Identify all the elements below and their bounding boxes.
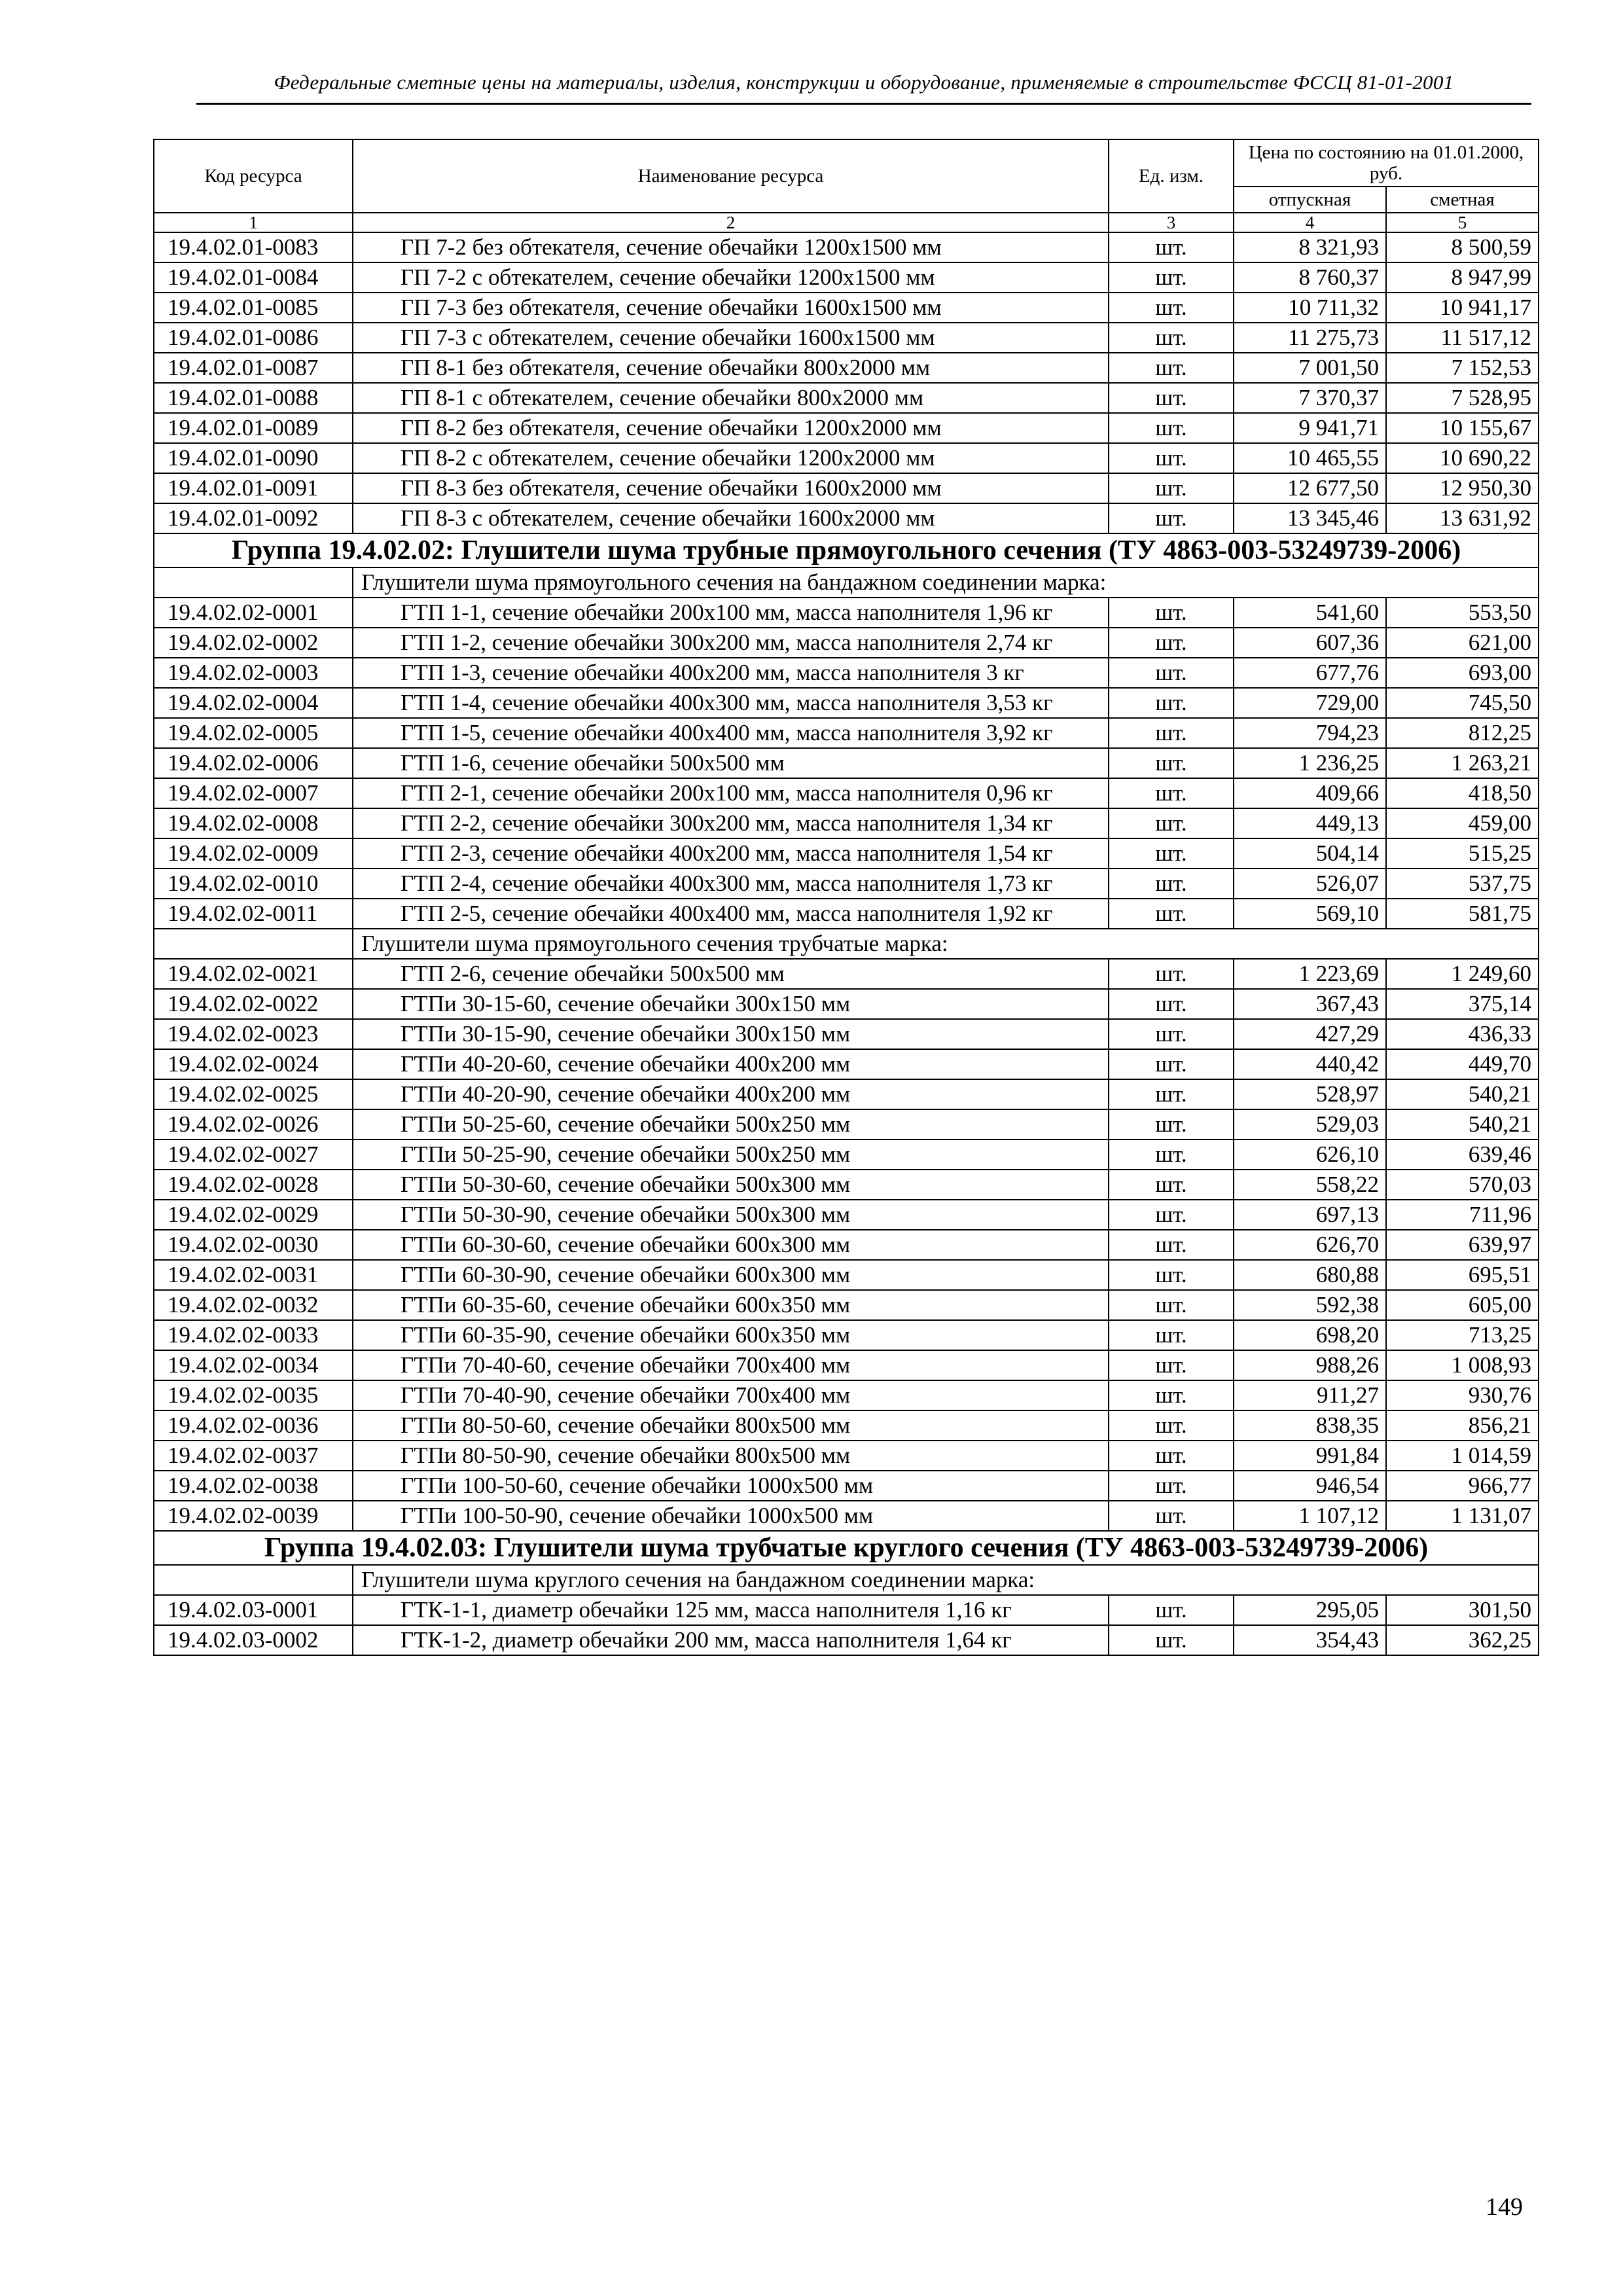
unit-cell: шт. [1109, 1441, 1234, 1471]
unit-cell: шт. [1109, 323, 1234, 353]
resource-code: 19.4.02.02-0001 [154, 598, 353, 628]
header-price-group: Цена по состоянию на 01.01.2000, руб. [1234, 139, 1539, 187]
resource-name: ГТП 1-4, сечение обечайки 400х300 мм, масса наполнителя 3,53 кг [353, 688, 1109, 718]
resource-name: ГТП 2-6, сечение обечайки 500х500 мм [353, 959, 1109, 989]
group-heading-row [154, 1531, 1539, 1565]
resource-name: ГТПи 60-35-90, сечение обечайки 600х350 мм [353, 1320, 1109, 1350]
resource-name: ГТП 1-3, сечение обечайки 400х200 мм, масса наполнителя 3 кг [353, 658, 1109, 688]
unit-cell: шт. [1109, 1170, 1234, 1200]
resource-code: 19.4.02.03-0001 [154, 1595, 353, 1625]
unit-cell: шт. [1109, 443, 1234, 473]
subgroup-heading: Глушители шума прямоугольного сечения на бандажном соединении марка: [353, 567, 1539, 598]
table-row [154, 748, 1539, 778]
unit-cell: шт. [1109, 1290, 1234, 1320]
resource-code: 19.4.02.02-0026 [154, 1109, 353, 1139]
table-row [154, 1049, 1539, 1079]
estimate-price: 1 249,60 [1386, 959, 1539, 989]
resource-code: 19.4.02.02-0007 [154, 778, 353, 808]
estimate-price: 540,21 [1386, 1109, 1539, 1139]
resource-code: 19.4.02.02-0033 [154, 1320, 353, 1350]
table-row [154, 989, 1539, 1019]
unit-cell: шт. [1109, 688, 1234, 718]
estimate-price: 966,77 [1386, 1471, 1539, 1501]
estimate-price: 856,21 [1386, 1410, 1539, 1441]
table-row [154, 1139, 1539, 1170]
estimate-price: 7 152,53 [1386, 353, 1539, 383]
resource-name: ГТПи 50-25-90, сечение обечайки 500х250 мм [353, 1139, 1109, 1170]
estimate-price: 581,75 [1386, 899, 1539, 929]
table-header [154, 139, 1539, 232]
estimate-price: 540,21 [1386, 1079, 1539, 1109]
estimate-price: 10 690,22 [1386, 443, 1539, 473]
release-price: 626,10 [1234, 1139, 1386, 1170]
resource-name: ГТПи 60-30-60, сечение обечайки 600х300 мм [353, 1230, 1109, 1260]
resource-code: 19.4.02.02-0035 [154, 1380, 353, 1410]
release-price: 7 370,37 [1234, 383, 1386, 413]
estimate-price: 8 500,59 [1386, 232, 1539, 262]
estimate-price: 7 528,95 [1386, 383, 1539, 413]
release-price: 1 107,12 [1234, 1501, 1386, 1531]
resource-code: 19.4.02.02-0006 [154, 748, 353, 778]
unit-cell: шт. [1109, 1595, 1234, 1625]
resource-name: ГП 7-2 с обтекателем, сечение обечайки 1200х1500 мм [353, 262, 1109, 293]
unit-cell: шт. [1109, 1380, 1234, 1410]
table-row [154, 1350, 1539, 1380]
table-row [154, 1501, 1539, 1531]
table-row [154, 1170, 1539, 1200]
resource-name: ГТПи 80-50-90, сечение обечайки 800х500 мм [353, 1441, 1109, 1471]
unit-cell: шт. [1109, 293, 1234, 323]
table-row [154, 718, 1539, 748]
release-price: 10 711,32 [1234, 293, 1386, 323]
release-price: 295,05 [1234, 1595, 1386, 1625]
table-row [154, 323, 1539, 353]
group-heading-row [154, 533, 1539, 567]
estimate-price: 639,97 [1386, 1230, 1539, 1260]
resource-code: 19.4.02.02-0021 [154, 959, 353, 989]
resource-name: ГП 7-3 без обтекателя, сечение обечайки 1600х1500 мм [353, 293, 1109, 323]
table-row [154, 353, 1539, 383]
estimate-price: 515,25 [1386, 838, 1539, 869]
subgroup-row [154, 567, 1539, 598]
release-price: 354,43 [1234, 1625, 1386, 1655]
resource-name: ГП 8-2 без обтекателя, сечение обечайки 1200х2000 мм [353, 413, 1109, 443]
resource-name: ГТП 2-5, сечение обечайки 400х400 мм, масса наполнителя 1,92 кг [353, 899, 1109, 929]
unit-cell: шт. [1109, 353, 1234, 383]
release-price: 541,60 [1234, 598, 1386, 628]
resource-name: ГТП 2-2, сечение обечайки 300х200 мм, масса наполнителя 1,34 кг [353, 808, 1109, 838]
column-number: 3 [1109, 213, 1234, 232]
table-body [154, 232, 1539, 1655]
resource-code: 19.4.02.02-0009 [154, 838, 353, 869]
resource-code: 19.4.02.01-0083 [154, 232, 353, 262]
unit-cell: шт. [1109, 869, 1234, 899]
resource-name: ГТПи 60-35-60, сечение обечайки 600х350 мм [353, 1290, 1109, 1320]
release-price: 529,03 [1234, 1109, 1386, 1139]
estimate-price: 301,50 [1386, 1595, 1539, 1625]
release-price: 367,43 [1234, 989, 1386, 1019]
resource-name: ГТПи 70-40-60, сечение обечайки 700х400 мм [353, 1350, 1109, 1380]
estimate-price: 537,75 [1386, 869, 1539, 899]
price-table [153, 139, 1539, 1656]
release-price: 592,38 [1234, 1290, 1386, 1320]
resource-name: ГТПи 40-20-90, сечение обечайки 400х200 мм [353, 1079, 1109, 1109]
header-rule [196, 103, 1531, 105]
unit-cell: шт. [1109, 778, 1234, 808]
resource-code: 19.4.02.02-0029 [154, 1200, 353, 1230]
resource-name: ГТП 2-1, сечение обечайки 200х100 мм, масса наполнителя 0,96 кг [353, 778, 1109, 808]
subgroup-spacer [154, 929, 353, 959]
unit-cell: шт. [1109, 1019, 1234, 1049]
resource-code: 19.4.02.01-0088 [154, 383, 353, 413]
estimate-price: 11 517,12 [1386, 323, 1539, 353]
table-row [154, 1441, 1539, 1471]
subgroup-row [154, 1565, 1539, 1595]
unit-cell: шт. [1109, 838, 1234, 869]
release-price: 526,07 [1234, 869, 1386, 899]
resource-code: 19.4.02.01-0090 [154, 443, 353, 473]
estimate-price: 930,76 [1386, 1380, 1539, 1410]
release-price: 504,14 [1234, 838, 1386, 869]
unit-cell: шт. [1109, 1079, 1234, 1109]
estimate-price: 1 263,21 [1386, 748, 1539, 778]
resource-code: 19.4.02.02-0031 [154, 1260, 353, 1290]
table-row [154, 1200, 1539, 1230]
estimate-price: 621,00 [1386, 628, 1539, 658]
table-row [154, 869, 1539, 899]
table-row [154, 232, 1539, 262]
resource-name: ГП 8-3 без обтекателя, сечение обечайки 1600х2000 мм [353, 473, 1109, 503]
estimate-price: 10 155,67 [1386, 413, 1539, 443]
table-row [154, 598, 1539, 628]
table-row [154, 1079, 1539, 1109]
resource-name: ГТПи 50-30-60, сечение обечайки 500х300 мм [353, 1170, 1109, 1200]
resource-name: ГТП 1-1, сечение обечайки 200х100 мм, масса наполнителя 1,96 кг [353, 598, 1109, 628]
column-number: 2 [353, 213, 1109, 232]
unit-cell: шт. [1109, 658, 1234, 688]
estimate-price: 1 131,07 [1386, 1501, 1539, 1531]
estimate-price: 605,00 [1386, 1290, 1539, 1320]
estimate-price: 713,25 [1386, 1320, 1539, 1350]
release-price: 794,23 [1234, 718, 1386, 748]
resource-name: ГТП 1-2, сечение обечайки 300х200 мм, масса наполнителя 2,74 кг [353, 628, 1109, 658]
release-price: 12 677,50 [1234, 473, 1386, 503]
release-price: 729,00 [1234, 688, 1386, 718]
table-row [154, 628, 1539, 658]
unit-cell: шт. [1109, 989, 1234, 1019]
release-price: 988,26 [1234, 1350, 1386, 1380]
resource-name: ГП 7-2 без обтекателя, сечение обечайки 1200х1500 мм [353, 232, 1109, 262]
release-price: 1 236,25 [1234, 748, 1386, 778]
page-number: 149 [1486, 2193, 1523, 2221]
resource-code: 19.4.02.03-0002 [154, 1625, 353, 1655]
resource-code: 19.4.02.02-0022 [154, 989, 353, 1019]
resource-code: 19.4.02.02-0034 [154, 1350, 353, 1380]
estimate-price: 553,50 [1386, 598, 1539, 628]
resource-name: ГТПи 100-50-60, сечение обечайки 1000х500 мм [353, 1471, 1109, 1501]
unit-cell: шт. [1109, 1625, 1234, 1655]
resource-name: ГТПи 30-15-90, сечение обечайки 300х150 мм [353, 1019, 1109, 1049]
unit-cell: шт. [1109, 1501, 1234, 1531]
subgroup-spacer [154, 567, 353, 598]
resource-code: 19.4.02.02-0028 [154, 1170, 353, 1200]
unit-cell: шт. [1109, 718, 1234, 748]
release-price: 946,54 [1234, 1471, 1386, 1501]
table-row [154, 1290, 1539, 1320]
release-price: 698,20 [1234, 1320, 1386, 1350]
table-row [154, 899, 1539, 929]
estimate-price: 745,50 [1386, 688, 1539, 718]
resource-code: 19.4.02.02-0002 [154, 628, 353, 658]
estimate-price: 639,46 [1386, 1139, 1539, 1170]
unit-cell: шт. [1109, 262, 1234, 293]
header-release-price: отпускная [1234, 187, 1386, 213]
unit-cell: шт. [1109, 503, 1234, 533]
resource-name: ГТП 2-3, сечение обечайки 400х200 мм, масса наполнителя 1,54 кг [353, 838, 1109, 869]
resource-code: 19.4.02.02-0036 [154, 1410, 353, 1441]
table-row [154, 1320, 1539, 1350]
release-price: 677,76 [1234, 658, 1386, 688]
resource-name: ГП 8-1 с обтекателем, сечение обечайки 800х2000 мм [353, 383, 1109, 413]
column-number: 1 [154, 213, 353, 232]
column-numbers-row [154, 213, 1539, 232]
resource-name: ГП 8-2 с обтекателем, сечение обечайки 1200х2000 мм [353, 443, 1109, 473]
resource-code: 19.4.02.02-0027 [154, 1139, 353, 1170]
header-name: Наименование ресурса [353, 139, 1109, 213]
estimate-price: 436,33 [1386, 1019, 1539, 1049]
estimate-price: 459,00 [1386, 808, 1539, 838]
running-head: Федеральные сметные цены на материалы, изделия, конструкции и оборудование, применяемые в строительстве ФССЦ 81-01-2001 [274, 71, 1454, 94]
release-price: 427,29 [1234, 1019, 1386, 1049]
resource-name: ГТК-1-2, диаметр обечайки 200 мм, масса наполнителя 1,64 кг [353, 1625, 1109, 1655]
table-row [154, 1625, 1539, 1655]
resource-code: 19.4.02.01-0092 [154, 503, 353, 533]
release-price: 680,88 [1234, 1260, 1386, 1290]
table-row [154, 1410, 1539, 1441]
release-price: 1 223,69 [1234, 959, 1386, 989]
resource-code: 19.4.02.02-0003 [154, 658, 353, 688]
unit-cell: шт. [1109, 413, 1234, 443]
table-row [154, 443, 1539, 473]
release-price: 558,22 [1234, 1170, 1386, 1200]
resource-name: ГП 8-1 без обтекателя, сечение обечайки 800х2000 мм [353, 353, 1109, 383]
resource-name: ГТП 2-4, сечение обечайки 400х300 мм, масса наполнителя 1,73 кг [353, 869, 1109, 899]
table-row [154, 473, 1539, 503]
resource-code: 19.4.02.02-0032 [154, 1290, 353, 1320]
estimate-price: 693,00 [1386, 658, 1539, 688]
release-price: 13 345,46 [1234, 503, 1386, 533]
resource-code: 19.4.02.02-0030 [154, 1230, 353, 1260]
group-heading: Группа 19.4.02.03: Глушители шума трубчатые круглого сечения (ТУ 4863-003-53249739-2006) [154, 1531, 1539, 1565]
table-row [154, 959, 1539, 989]
table-row [154, 688, 1539, 718]
unit-cell: шт. [1109, 1260, 1234, 1290]
resource-code: 19.4.02.02-0010 [154, 869, 353, 899]
header-unit: Ед. изм. [1109, 139, 1234, 213]
subgroup-spacer [154, 1565, 353, 1595]
resource-code: 19.4.02.01-0085 [154, 293, 353, 323]
release-price: 8 321,93 [1234, 232, 1386, 262]
table-row [154, 1380, 1539, 1410]
resource-name: ГТПи 50-25-60, сечение обечайки 500х250 мм [353, 1109, 1109, 1139]
unit-cell: шт. [1109, 1200, 1234, 1230]
resource-code: 19.4.02.01-0084 [154, 262, 353, 293]
table-row [154, 1595, 1539, 1625]
release-price: 440,42 [1234, 1049, 1386, 1079]
release-price: 449,13 [1234, 808, 1386, 838]
resource-code: 19.4.02.02-0025 [154, 1079, 353, 1109]
unit-cell: шт. [1109, 1230, 1234, 1260]
release-price: 9 941,71 [1234, 413, 1386, 443]
estimate-price: 362,25 [1386, 1625, 1539, 1655]
subgroup-heading: Глушители шума прямоугольного сечения трубчатые марка: [353, 929, 1539, 959]
unit-cell: шт. [1109, 598, 1234, 628]
resource-name: ГТПи 100-50-90, сечение обечайки 1000х500 мм [353, 1501, 1109, 1531]
resource-code: 19.4.02.02-0023 [154, 1019, 353, 1049]
release-price: 528,97 [1234, 1079, 1386, 1109]
release-price: 838,35 [1234, 1410, 1386, 1441]
resource-code: 19.4.02.02-0037 [154, 1441, 353, 1471]
table-row [154, 1019, 1539, 1049]
resource-code: 19.4.02.01-0089 [154, 413, 353, 443]
resource-code: 19.4.02.02-0039 [154, 1501, 353, 1531]
resource-name: ГТК-1-1, диаметр обечайки 125 мм, масса наполнителя 1,16 кг [353, 1595, 1109, 1625]
release-price: 697,13 [1234, 1200, 1386, 1230]
unit-cell: шт. [1109, 232, 1234, 262]
release-price: 8 760,37 [1234, 262, 1386, 293]
unit-cell: шт. [1109, 1109, 1234, 1139]
release-price: 11 275,73 [1234, 323, 1386, 353]
estimate-price: 1 014,59 [1386, 1441, 1539, 1471]
table-row [154, 658, 1539, 688]
estimate-price: 570,03 [1386, 1170, 1539, 1200]
estimate-price: 695,51 [1386, 1260, 1539, 1290]
release-price: 7 001,50 [1234, 353, 1386, 383]
unit-cell: шт. [1109, 1350, 1234, 1380]
column-number: 5 [1386, 213, 1539, 232]
unit-cell: шт. [1109, 1139, 1234, 1170]
release-price: 10 465,55 [1234, 443, 1386, 473]
resource-name: ГП 7-3 с обтекателем, сечение обечайки 1600х1500 мм [353, 323, 1109, 353]
resource-name: ГТПи 50-30-90, сечение обечайки 500х300 мм [353, 1200, 1109, 1230]
table-row [154, 1260, 1539, 1290]
unit-cell: шт. [1109, 899, 1234, 929]
table-row [154, 262, 1539, 293]
resource-name: ГТП 1-6, сечение обечайки 500х500 мм [353, 748, 1109, 778]
table-row [154, 503, 1539, 533]
resource-name: ГП 8-3 с обтекателем, сечение обечайки 1600х2000 мм [353, 503, 1109, 533]
resource-code: 19.4.02.02-0011 [154, 899, 353, 929]
estimate-price: 10 941,17 [1386, 293, 1539, 323]
table-row [154, 1230, 1539, 1260]
unit-cell: шт. [1109, 1320, 1234, 1350]
header-code: Код ресурса [154, 139, 353, 213]
group-heading: Группа 19.4.02.02: Глушители шума трубные прямоугольного сечения (ТУ 4863-003-53249739-2006) [154, 533, 1539, 567]
estimate-price: 812,25 [1386, 718, 1539, 748]
resource-code: 19.4.02.01-0087 [154, 353, 353, 383]
estimate-price: 418,50 [1386, 778, 1539, 808]
column-number: 4 [1234, 213, 1386, 232]
estimate-price: 711,96 [1386, 1200, 1539, 1230]
unit-cell: шт. [1109, 1049, 1234, 1079]
resource-code: 19.4.02.01-0091 [154, 473, 353, 503]
table-row [154, 293, 1539, 323]
resource-code: 19.4.02.02-0005 [154, 718, 353, 748]
estimate-price: 449,70 [1386, 1049, 1539, 1079]
resource-code: 19.4.02.02-0038 [154, 1471, 353, 1501]
table-row [154, 778, 1539, 808]
table-row [154, 413, 1539, 443]
estimate-price: 1 008,93 [1386, 1350, 1539, 1380]
table-row [154, 383, 1539, 413]
unit-cell: шт. [1109, 1410, 1234, 1441]
resource-code: 19.4.02.02-0024 [154, 1049, 353, 1079]
resource-name: ГТПи 30-15-60, сечение обечайки 300х150 мм [353, 989, 1109, 1019]
resource-name: ГТПи 70-40-90, сечение обечайки 700х400 мм [353, 1380, 1109, 1410]
release-price: 626,70 [1234, 1230, 1386, 1260]
estimate-price: 8 947,99 [1386, 262, 1539, 293]
unit-cell: шт. [1109, 383, 1234, 413]
release-price: 911,27 [1234, 1380, 1386, 1410]
table-row [154, 838, 1539, 869]
resource-name: ГТПи 60-30-90, сечение обечайки 600х300 мм [353, 1260, 1109, 1290]
estimate-price: 375,14 [1386, 989, 1539, 1019]
estimate-price: 13 631,92 [1386, 503, 1539, 533]
estimate-price: 12 950,30 [1386, 473, 1539, 503]
release-price: 991,84 [1234, 1441, 1386, 1471]
release-price: 409,66 [1234, 778, 1386, 808]
subgroup-row [154, 929, 1539, 959]
unit-cell: шт. [1109, 959, 1234, 989]
release-price: 607,36 [1234, 628, 1386, 658]
resource-code: 19.4.02.02-0004 [154, 688, 353, 718]
resource-code: 19.4.02.01-0086 [154, 323, 353, 353]
unit-cell: шт. [1109, 808, 1234, 838]
resource-name: ГТПи 80-50-60, сечение обечайки 800х500 мм [353, 1410, 1109, 1441]
table-row [154, 1109, 1539, 1139]
resource-code: 19.4.02.02-0008 [154, 808, 353, 838]
unit-cell: шт. [1109, 473, 1234, 503]
release-price: 569,10 [1234, 899, 1386, 929]
resource-name: ГТПи 40-20-60, сечение обечайки 400х200 мм [353, 1049, 1109, 1079]
subgroup-heading: Глушители шума круглого сечения на бандажном соединении марка: [353, 1565, 1539, 1595]
table-row [154, 808, 1539, 838]
header-estimate-price: сметная [1386, 187, 1539, 213]
unit-cell: шт. [1109, 748, 1234, 778]
unit-cell: шт. [1109, 1471, 1234, 1501]
unit-cell: шт. [1109, 628, 1234, 658]
resource-name: ГТП 1-5, сечение обечайки 400х400 мм, масса наполнителя 3,92 кг [353, 718, 1109, 748]
table-row [154, 1471, 1539, 1501]
